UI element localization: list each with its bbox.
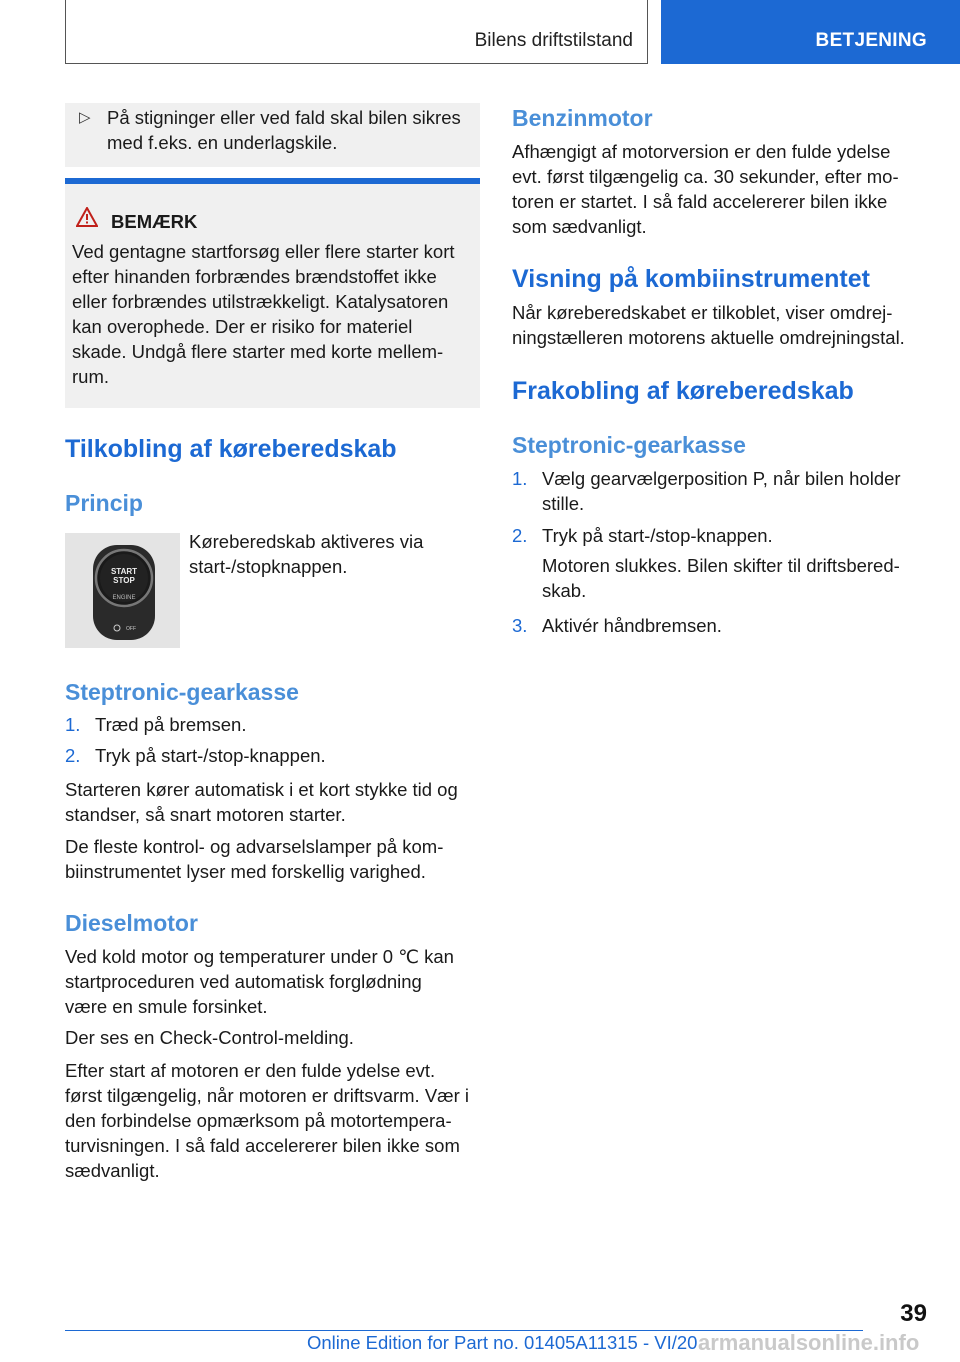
note-marker-icon: ▷ [79,109,91,126]
warning-line: kan overophede. Der er risiko for materiel [72,316,413,337]
paragraph-visning [512,300,905,350]
warning-line: eller forbrændes utilstrækkeligt. Katalysatoren [72,291,449,312]
list-number: 1. [512,468,528,489]
heading-steptronic-left: Steptronic-gearkasse [65,679,299,705]
text-line: være en smule forsinket. [65,996,268,1017]
list-text [542,523,900,603]
list-item [512,613,932,638]
svg-text:OFF: OFF [126,626,136,632]
page-number: 39 [900,1300,927,1327]
warning-line: Ved gentagne startforsøg eller flere starter kort [72,241,455,262]
text-line: stille. [542,493,585,514]
list-number: 1. [65,714,81,735]
warning-line: skade. Undgå flere starter med korte mellem- [72,341,444,362]
text-line: De fleste kontrol- og advarselslamper på kom- [65,836,444,857]
text-line: den forbindelse opmærksom på motortempera- [65,1110,452,1131]
note-box [65,103,480,167]
text-line: Efter start af motoren er den fulde ydelse evt. [65,1060,436,1081]
list-item [65,712,480,737]
start-stop-button-image [65,533,180,648]
svg-text:STOP: STOP [113,576,135,585]
heading-benzin: Benzinmotor [512,105,653,131]
heading-steptronic-right: Steptronic-gearkasse [512,432,746,458]
text-line: turvisningen. I så fald accelererer bilen ikke som [65,1135,460,1156]
list-item [512,466,932,516]
warning-text [72,239,455,389]
list-item [65,743,480,768]
text-line: ningstælleren motorens aktuelle omdrejningstal. [512,327,905,348]
list-text: Tryk på start-/stop-knappen. [95,745,326,766]
heading-diesel: Dieselmotor [65,910,198,936]
text-line: sædvanligt. [65,1160,160,1181]
header-chapter-title: BETJENING [815,30,927,51]
note-line-1: På stigninger eller ved fald skal bilen sikres [107,107,461,128]
text-line: Ved kold motor og temperaturer under 0 ℃ kan [65,946,454,967]
note-line-2: med f.eks. en underlagskile. [107,132,338,153]
text-line: startproceduren ved automatisk forglødning [65,971,422,992]
svg-text:ENGINE: ENGINE [112,595,136,601]
warning-title: BEMÆRK [111,211,198,232]
warning-box [65,178,480,408]
warning-line: rum. [72,366,109,387]
paragraph-benzin [512,139,899,239]
paragraph-lamps [65,834,443,884]
list-text [542,466,901,516]
header-section-box [65,0,648,64]
list-number: 2. [512,525,528,546]
list-item [512,523,932,608]
list-text [542,613,722,638]
list-number: 2. [65,745,81,766]
text-line: skab. [542,580,587,601]
text-line: biinstrumentet lyser med forskellig varighed. [65,861,426,882]
header-section-title: Bilens driftstilstand [474,30,633,51]
header-chapter-tab [661,0,960,64]
start-stop-button-icon [65,533,180,648]
text-line: Vælg gearvælgerposition P, når bilen holder [542,468,901,489]
text-line: Tryk på start-/stop-knappen. [542,525,773,546]
paragraph-starter [65,777,458,827]
text-line: Afhængigt af motorversion er den fulde ydelse [512,141,891,162]
heading-princip: Princip [65,490,143,516]
svg-text:START: START [110,567,138,576]
paragraph-diesel-2 [65,1025,354,1050]
warning-triangle-icon [76,207,98,227]
text-line: Der ses en Check-Control-melding. [65,1027,354,1048]
text-line: Når køreberedskabet er tilkoblet, viser omdrej- [512,302,893,323]
text-line: som sædvanligt. [512,216,647,237]
watermark: armanualsonline.info [698,1330,920,1355]
text-line: Starteren kører automatisk i et kort stykke tid og [65,779,458,800]
list-number: 3. [512,615,528,636]
princip-line: Køreberedskab aktiveres via [189,531,424,552]
princip-text [189,529,423,579]
paragraph-diesel-3 [65,1058,469,1183]
heading-visning: Visning på kombiinstrumentet [512,265,870,293]
text-line: Aktivér håndbremsen. [542,615,722,636]
text-line: standser, så snart motoren starter. [65,804,346,825]
text-line: evt. først tilgængelig ca. 30 sekunder, efter mo- [512,166,899,187]
list-text: Træd på bremsen. [95,714,247,735]
text-line: først tilgængelig, når motoren er driftsvarm. Vær i [65,1085,470,1106]
heading-frakobling: Frakobling af køreberedskab [512,377,854,405]
paragraph-diesel-1 [65,944,454,1019]
warning-line: efter hinanden forbrændes brændstoffet ikke [72,266,437,287]
princip-line: start-/stopknappen. [189,556,348,577]
heading-tilkobling: Tilkobling af køreberedskab [65,435,397,463]
edition-text: Online Edition for Part no. 01405A11315 - VI/20 [307,1332,698,1353]
text-line: toren er startet. I så fald accelererer bilen ikke [512,191,888,212]
text-line: Motoren slukkes. Bilen skifter til driftsbered- [542,555,900,576]
